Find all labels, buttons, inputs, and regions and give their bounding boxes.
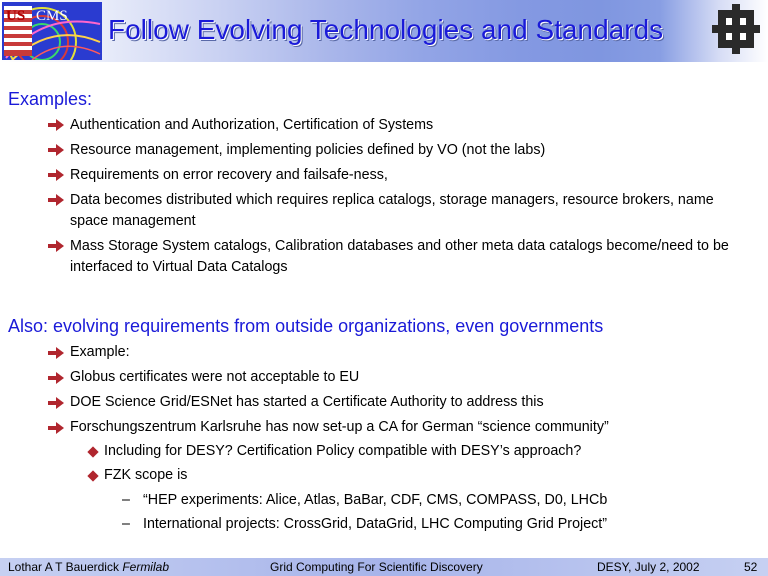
sub-list-item: Including for DESY? Certification Policy compatible with DESY’s approach? [104,443,582,459]
arrow-bullet-icon [48,347,64,359]
footer-author [8,558,169,576]
arrow-bullet-icon [48,119,64,131]
arrow-bullet-icon [48,422,64,434]
sub-list-item: FZK scope is [104,467,188,483]
list-item: Forschungszentrum Karlsruhe has now set-up a CA for German “science community” [70,419,609,435]
sub-sub-list-item: International projects: CrossGrid, DataGrid, LHC Computing Grid Project” [143,516,608,532]
list-item: Resource management, implementing policies defined by VO (not the labs) [70,142,546,158]
list-item: DOE Science Grid/ESNet has started a Certificate Authority to address this [70,394,544,410]
diamond-bullet-icon [87,470,98,481]
diamond-bullet-icon [87,446,98,457]
dash-bullet: – [122,516,130,532]
uscms-logo [2,2,102,60]
list-item: Mass Storage System catalogs, Calibration databases and other meta data catalogs become/need to be interfaced to Virtual Data Catalogs [70,238,729,275]
list-item: Example: [70,344,130,360]
author-organization: Fermilab [122,560,169,574]
page-number: 52 [744,560,758,574]
svg-text:CMS: CMS [36,8,68,24]
list-item: Data becomes distributed which requires replica catalogs, storage managers, resource brokers, name space management [70,192,714,229]
footer-course: Grid Computing For Scientific Discovery [270,560,483,574]
page-title: Follow Evolving Technologies and Standards [108,14,664,45]
arrow-bullet-icon [48,372,64,384]
list-item: Authentication and Authorization, Certification of Systems [70,117,434,133]
arrow-bullet-icon [48,240,64,252]
section-heading-requirements: Also: evolving requirements from outside organizations, even governments [8,316,604,336]
author-name: Lothar A T Bauerdick [8,560,119,574]
footer-bar [0,558,768,576]
arrow-bullet-icon [48,144,64,156]
fermilab-logo [712,4,760,54]
list-item: Requirements on error recovery and failsafe-ness, [70,167,388,183]
dash-bullet: – [122,492,130,508]
list-item: Globus certificates were not acceptable to EU [70,369,360,385]
footer-date: DESY, July 2, 2002 [597,560,700,574]
arrow-bullet-icon [48,169,64,181]
sub-sub-list-item: “HEP experiments: Alice, Atlas, BaBar, CDF, CMS, COMPASS, D0, LHCb [143,492,608,508]
section-heading-examples: Examples: [8,89,93,109]
title-bar [0,0,768,62]
arrow-bullet-icon [48,194,64,206]
svg-text:US: US [6,8,26,24]
arrow-bullet-icon [48,397,64,409]
